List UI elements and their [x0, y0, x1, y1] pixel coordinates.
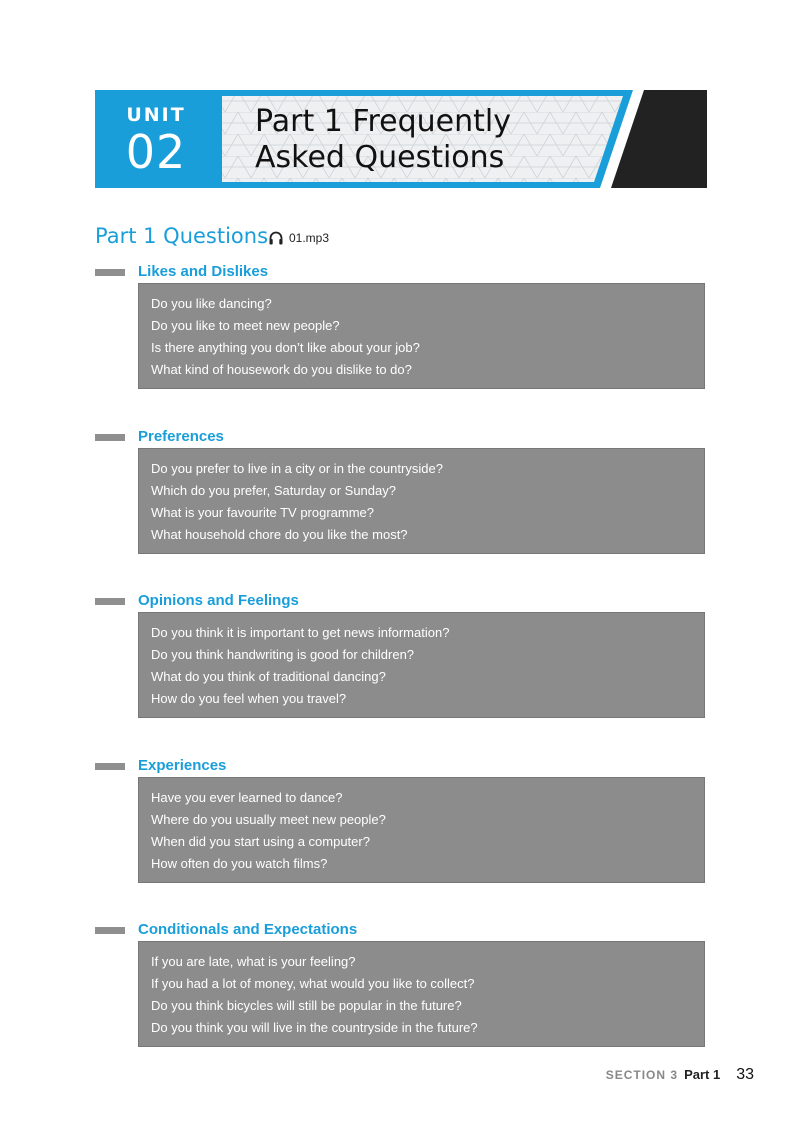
category-marker [95, 763, 125, 770]
category-experiences [95, 755, 707, 871]
unit-banner [95, 90, 707, 188]
page-number: 33 [736, 1066, 754, 1083]
question-item: Do you prefer to live in a city or in the countryside? [151, 461, 443, 476]
question-item: Have you ever learned to dance? [151, 790, 343, 805]
question-item: How do you feel when you travel? [151, 691, 347, 706]
question-item: What kind of housework do you dislike to do? [151, 362, 412, 377]
question-item: Do you think you will live in the countryside in the future? [151, 1020, 478, 1035]
question-item: What do you think of traditional dancing? [151, 669, 386, 684]
category-conditionals-and-expectations [95, 919, 707, 1035]
category-marker [95, 927, 125, 934]
category-header [95, 919, 707, 943]
question-item: If you had a lot of money, what would you like to collect? [151, 976, 475, 991]
headphones-icon [268, 230, 284, 246]
question-box [138, 941, 705, 1047]
question-box [138, 448, 705, 554]
section-heading: Part 1 Questions [95, 224, 269, 248]
category-header [95, 261, 707, 285]
category-title: Experiences [138, 757, 227, 774]
page-title-line2: Asked Questions [255, 140, 505, 175]
category-title: Likes and Dislikes [138, 263, 269, 280]
question-item: Do you think bicycles will still be popular in the future? [151, 998, 462, 1013]
question-item: What is your favourite TV programme? [151, 505, 375, 520]
question-box [138, 777, 705, 883]
question-item: What household chore do you like the most? [151, 527, 408, 542]
footer-part-label: Part 1 [684, 1067, 721, 1082]
category-marker [95, 434, 125, 441]
question-item: When did you start using a computer? [151, 834, 370, 849]
question-item: Which do you prefer, Saturday or Sunday? [151, 483, 396, 498]
audio-file-label: 01.mp3 [289, 231, 330, 245]
question-item: Do you like dancing? [151, 296, 272, 311]
category-opinions-and-feelings [95, 590, 707, 706]
question-item: Do you think handwriting is good for children? [151, 647, 415, 662]
category-header [95, 755, 707, 779]
question-item: Is there anything you don’t like about your job? [151, 340, 420, 355]
question-item: Do you like to meet new people? [151, 318, 340, 333]
category-marker [95, 269, 125, 276]
category-header [95, 426, 707, 450]
question-item: Do you think it is important to get news information? [151, 625, 450, 640]
category-marker [95, 598, 125, 605]
category-title: Preferences [138, 428, 224, 445]
category-likes-and-dislikes [95, 261, 707, 377]
question-item: Where do you usually meet new people? [151, 812, 386, 827]
question-item: How often do you watch films? [151, 856, 328, 871]
category-title: Opinions and Feelings [138, 592, 299, 609]
question-box [138, 283, 705, 389]
footer-section-label: SECTION 3 [605, 1068, 679, 1082]
category-preferences [95, 426, 707, 542]
unit-label: UNIT [126, 104, 186, 126]
unit-number: 02 [125, 125, 187, 179]
category-title: Conditionals and Expectations [138, 921, 358, 938]
page-footer [606, 1066, 754, 1084]
page-title [255, 104, 585, 176]
category-header [95, 590, 707, 614]
page-title-line1: Part 1 Frequently [255, 104, 511, 139]
question-box [138, 612, 705, 718]
question-item: If you are late, what is your feeling? [151, 954, 356, 969]
audio-reference[interactable] [268, 230, 329, 246]
